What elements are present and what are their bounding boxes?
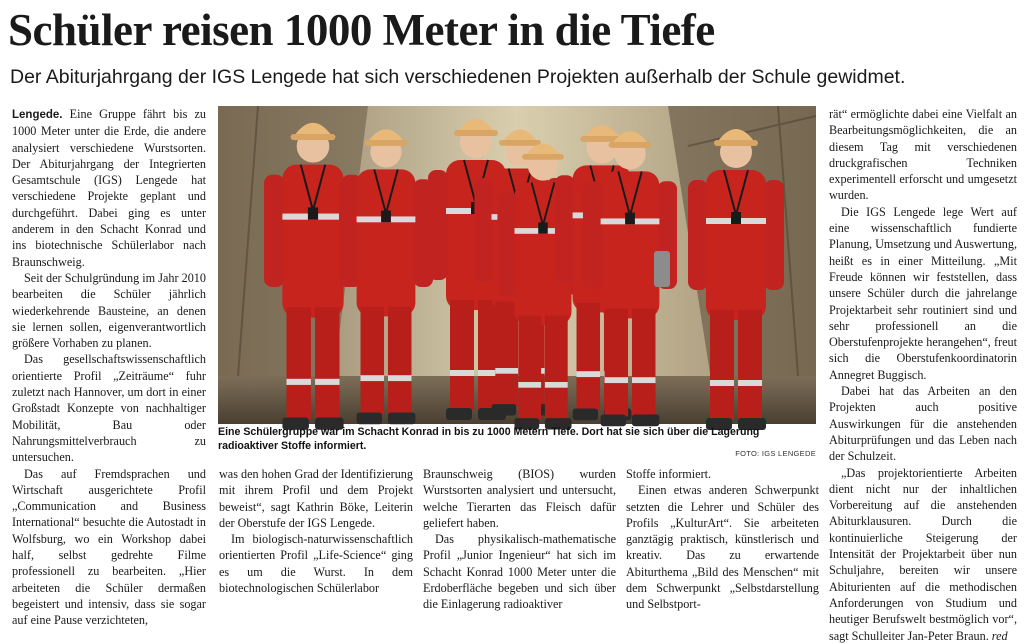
paragraph: Das gesellschaftswissenschaftlich orientierte Profil „Zeiträume“ fuhr zuletzt nach Hannover, um dort in einer Großstadt Konzepte von nachhaltiger Mobilität, Bau oder Nahrungsmittelverbrauch zu untersuchen. (12, 352, 206, 465)
paragraph: Die IGS Lengede lege Wert auf eine wissenschaftlich fundierte Planung, Umsetzung und Auswertung, heißt es in einer Mitteilung. „Mit Freude können wir feststellen, dass unsere Schüler durch die jahrelange Projektarbeit sehr routiniert sind und sehr professionell an die Oberstufenprojekte herangehen“, freut sich die Oberstufenkoordinatorin Annegret Buggisch. (829, 204, 1017, 382)
paragraph-text: „Das projektorientierte Arbeiten dient nicht nur der inhaltlichen Vorbereitung auf die anstehenden Abiturklausuren. Durch die kontinuierliche Steigerung der Intensität der Projektarbeit über nun Schuljahre, bereiten wir unsere Abiturienten auf die methodischen Anforderungen von Studium und heutiger Berufswelt bestmöglich vor“, sagt Schulleiter Jan-Peter Braun. (829, 465, 1017, 643)
mine-group-photo (218, 106, 816, 424)
paragraph (12, 106, 206, 270)
article-column-2 (219, 466, 413, 613)
dateline: Lengede. (12, 109, 63, 121)
article-column-4 (626, 466, 819, 613)
paragraph: Im biologisch-naturwissenschaftlich orientierten Profil „Life-Science“ ging es um die Wurst. In dem biotechnologischen Schülerlabor (219, 532, 413, 596)
article-column-1 (12, 106, 207, 628)
photo-caption: Eine Schülergruppe war im Schacht Konrad in bis zu 1000 Metern Tiefe. Dort hat sie sich über die Lagerung radioaktiver Stoffe informiert. (218, 426, 760, 452)
paragraph: Das auf Fremdsprachen und Wirtschaft ausgerichtete Profil „Communication and Business International“ besuchte die Autostadt in Wolfsburg, wo ein Workshop dabei half, selbst gedrehte Filme professionell zu bearbeiten. „Hier arbeiteten die Schüler dermaßen begeistert und intensiv, dass sie sogar auf eine Pause verzichteten, (12, 466, 206, 628)
paragraph: Einen etwas anderen Schwerpunkt setzten die Lehrer und Schüler des Profils „KulturArt“. Sie arbeiteten ganztägig praktisch, künstlerisch und kreativ. Das zu erwartende Abiturthema „Bild des Menschen“ mit dem Schwerpunkt „Selbstdarstellung und Selbstport- (626, 483, 819, 612)
article-photo (218, 106, 816, 424)
photo-credit: FOTO: IGS LENGEDE (735, 449, 816, 458)
paragraph-text: Eine Gruppe fährt bis zu 1000 Meter unter die Erde, die andere analysiert verschiedene Wurstsorten. Der Abiturjahrgang der Integrierten Gesamtschule (IGS) Lengede hat verschiedene Projekte geplant und durchgeführt. Dabei ging es unter anderem in den Schacht Konrad und ins biotechnische Schülerlabor nach Braunschweig. (12, 107, 207, 269)
headline: Schüler reisen 1000 Meter in die Tiefe (8, 5, 715, 55)
paragraph: Seit der Schulgründung im Jahr 2010 bearbeiten die Schüler jährlich wiederkehrende Bausteine, an denen sie lernen sollen, eigenverantwortlich größere Vorhaben zu planen. (12, 270, 206, 351)
subheadline: Der Abiturjahrgang der IGS Lengede hat sich verschiedenen Projekten außerhalb der Schule gewidmet. (10, 66, 906, 88)
paragraph: was den hohen Grad der Identifizierung mit ihrem Profil und dem Projekt beweist“, sagt Kathrin Böke, Leiterin der Oberstufe der IGS Lengede. (219, 467, 413, 530)
paragraph (829, 465, 1017, 644)
article-column-5 (829, 106, 1017, 643)
paragraph: Dabei hat das Arbeiten an den Projekten auch positive Auswirkungen für die anstehenden Abiturprüfungen und das Leben nach der Schulzeit. (829, 384, 1017, 464)
paragraph: Stoffe informiert. (626, 467, 712, 481)
article-column-3 (423, 466, 616, 613)
paragraph: rät“ ermöglichte dabei eine Vielfalt an Bearbeitungsmöglichkeiten, die an diesem Tag mit verschiedenen druckgrafischen Techniken experimentell erforscht und umgesetzt wurden. (829, 107, 1017, 203)
paragraph: Braunschweig (BIOS) wurden Wurstsorten analysiert und untersucht, welche Tierarten das Fleisch dafür geliefert haben. (423, 467, 616, 530)
author-initials: red (991, 628, 1008, 643)
paragraph: Das physikalisch-mathematische Profil „Junior Ingenieur“ hat sich im Schacht Konrad 1000 Meter unter die Erdoberfläche begeben und sich über die Einlagerung radioaktiver (423, 532, 616, 612)
